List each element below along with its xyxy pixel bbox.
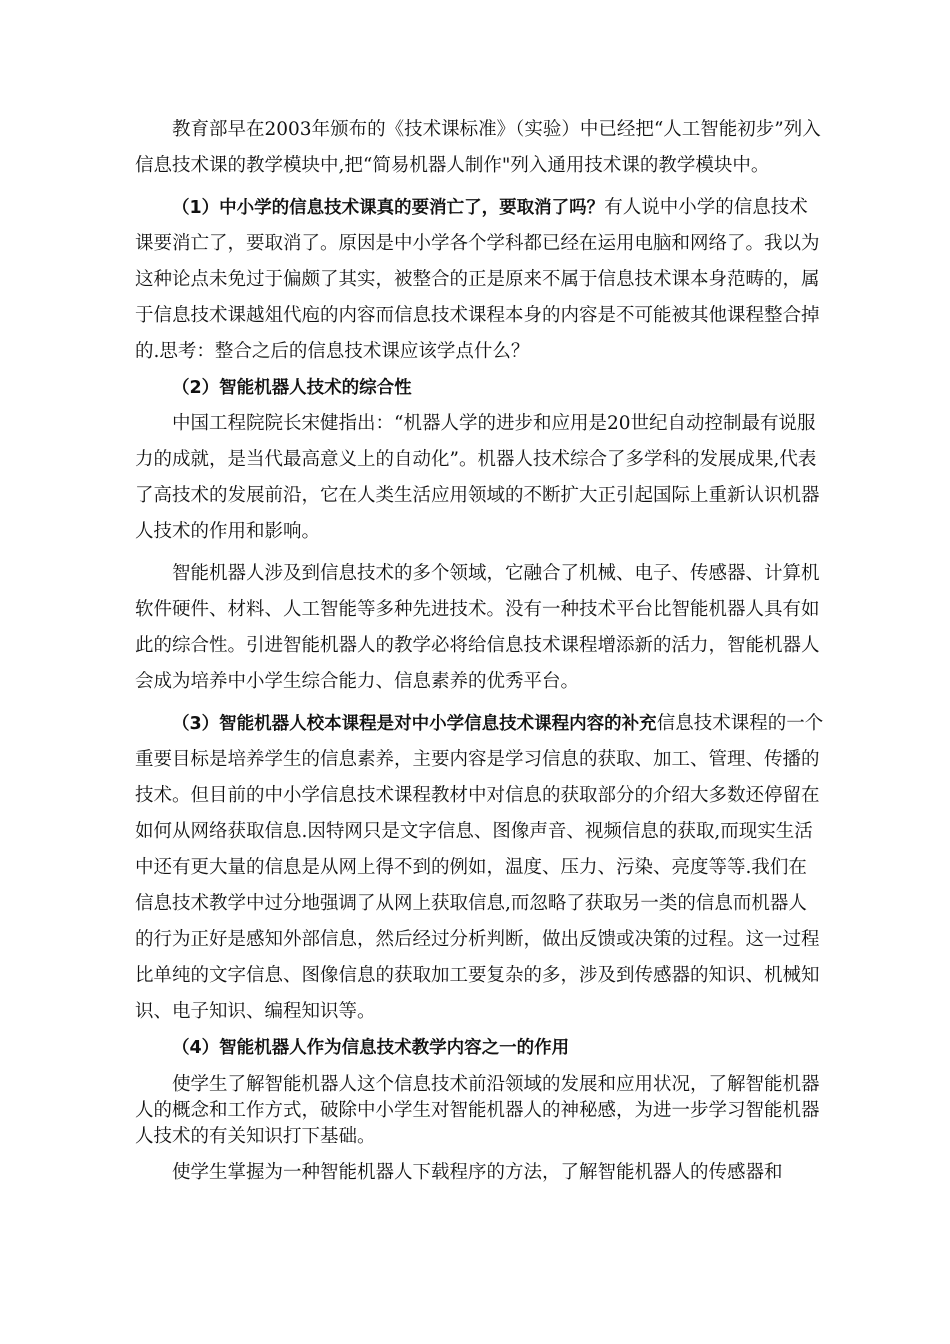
section-2-paragraph-1: 中国工程院院长宋健指出：“机器人学的进步和应用是20世纪自动控制最有说服力的成就，是当代最高意义上的自动化”。机器人技术综合了多学科的发展成果,代表了高技术的发展前沿，它在人类生活应用领域的不断扩大正引起国际上重新认识机器人技术的作用和影响。: [135, 413, 820, 542]
section-2-paragraph-2: 智能机器人涉及到信息技术的多个领域，它融合了机械、电子、传感器、计算机软件硬件、材料、人工智能等多种先进技术。没有一种技术平台比智能机器人具有如此的综合性。引进智能机器人的教学必将给信息技术课程增添新的活力，智能机器人会成为培养中小学生综合能力、信息素养的优秀平台。: [135, 563, 820, 692]
section-2-heading-paragraph: [135, 370, 825, 406]
section-2-heading: （2）智能机器人技术的综合性: [172, 378, 412, 398]
section-3-paragraph: [135, 706, 825, 1030]
section-1-paragraph: [135, 190, 825, 370]
section-3-body: 信息技术课程的一个重要目标是培养学生的信息素养，主要内容是学习信息的获取、加工、管理、传播的技术。但目前的中小学信息技术课程教材中对信息的获取部分的介绍大多数还停留在如何从网络获取信息.因特网只是文字信息、图像声音、视频信息的获取,而现实生活中还有更大量的信息是从网上得不到的例如，温度、压力、污染、亮度等等.我们在信息技术教学中过分地强调了从网上获取信息,而忽略了获取另一类的信息而机器人的行为正好是感知外部信息，然后经过分析判断，做出反馈或决策的过程。这一过程比单纯的文字信息、图像信息的获取加工要复杂的多，涉及到传感器的知识、机械知识、电子知识、编程知识等。: [135, 713, 824, 1022]
section-4-heading: （4）智能机器人作为信息技术教学内容之一的作用: [172, 1038, 570, 1058]
section-1-heading: （1）中小学的信息技术课真的要消亡了，要取消了吗？: [172, 198, 605, 218]
section-4-heading-paragraph: [135, 1030, 825, 1066]
intro-paragraph: 教育部早在2003年颁布的《技术课标准》（实验）中已经把“人工智能初步”列入信息技术课的教学模块中,把“简易机器人制作"列入通用技术课的教学模块中。: [135, 119, 821, 176]
document-body: [135, 112, 825, 1186]
section-4-paragraph-1: 使学生了解智能机器人这个信息技术前沿领域的发展和应用状况，了解智能机器人的概念和工作方式，破除中小学生对智能机器人的神秘感，为进一步学习智能机器人技术的有关知识打下基础。: [135, 1074, 820, 1147]
section-3-heading: （3）智能机器人校本课程是对中小学信息技术课程内容的补充: [172, 714, 657, 734]
section-1-body: 有人说中小学的信息技术课要消亡了，要取消了。原因是中小学各个学科都已经在运用电脑和网络了。我以为这种论点未免过于偏颇了其实，被整合的正是原来不属于信息技术课本身范畴的，属于信息技术课越俎代庖的内容而信息技术课程本身的内容是不可能被其他课程整合掉的.思考：整合之后的信息技术课应该学点什么？: [135, 197, 820, 362]
section-4-paragraph-2: 使学生掌握为一种智能机器人下载程序的方法，了解智能机器人的传感器和: [172, 1162, 783, 1183]
